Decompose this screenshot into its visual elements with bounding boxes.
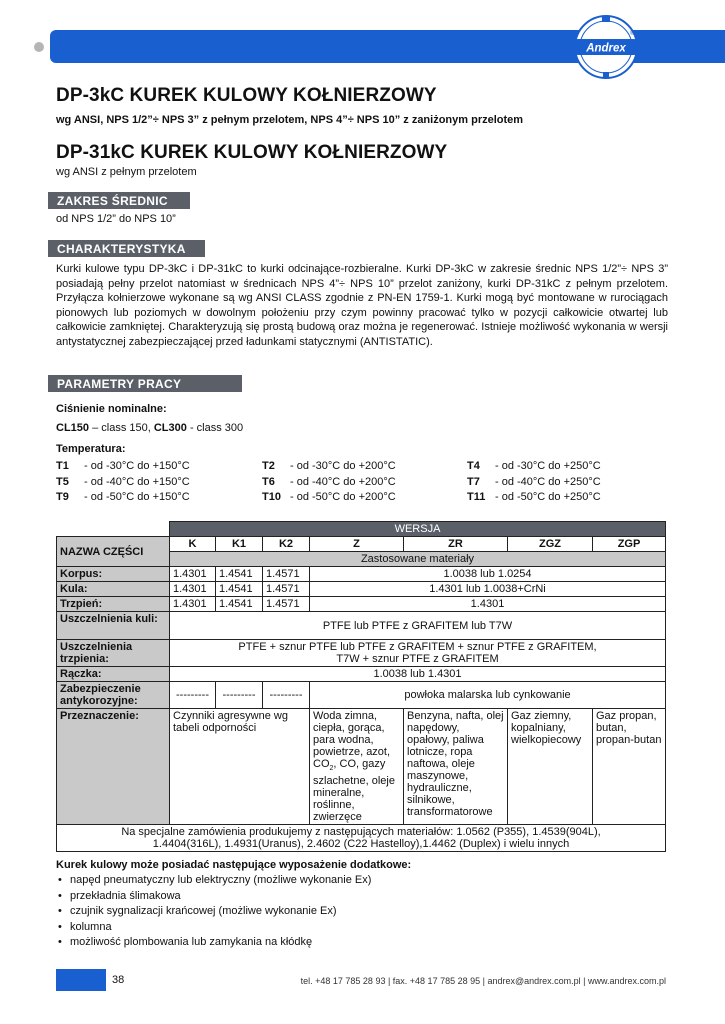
temp-item: T5 - od -40°C do +150°C — [56, 475, 190, 488]
section-range-header: ZAKRES ŚREDNIC — [48, 192, 190, 209]
footer-contact: tel. +48 17 785 28 93 | fax. +48 17 785 28 95 | andrex@andrex.com.pl | www.andrex.com.pl — [300, 976, 666, 986]
table-row: Na specjalne zamówienia produkujemy z następujących materiałów: 1.0562 (P355), 1.4539(904L), 1.4404(316L), 1.4931(Uranus), 2.4602 (C22 Hastelloy),1.4462 (Duplex) i wielu innych — [57, 825, 666, 852]
version-k: K — [170, 537, 216, 552]
temp-item: T6 - od -40°C do +200°C — [262, 475, 396, 488]
accessories-title: Kurek kulowy może posiadać następujące wyposażenie dodatkowe: — [56, 859, 412, 871]
svg-text:Andrex: Andrex — [586, 42, 626, 55]
temp-item: T2 - od -30°C do +200°C — [262, 460, 396, 472]
range-text: od NPS 1/2” do NPS 10” — [56, 213, 176, 225]
version-header: WERSJA — [170, 522, 666, 537]
table-row: Rączka: 1.0038 lub 1.4301 — [57, 667, 666, 682]
temp-item: T10 - od -50°C do +200°C — [262, 491, 396, 503]
accessories-list — [56, 874, 371, 952]
version-zr: ZR — [404, 537, 508, 552]
product-title-2: DP-31kC KUREK KULOWY KOŁNIERZOWY — [56, 142, 448, 163]
temp-item: T11 - od -50°C do +250°C — [467, 491, 601, 503]
product-subtitle-1: wg ANSI, NPS 1/2”÷ NPS 3” z pełnym przelotem, NPS 4”÷ NPS 10” z zaniżonym przelotem — [56, 114, 524, 126]
table-row: Zabezpieczenie antykorozyjne: --------- --------- --------- powłoka malarska lub cynkowanie — [57, 682, 666, 709]
product-subtitle-2: wg ANSI z pełnym przelotem — [56, 166, 197, 178]
list-item: • kolumna — [56, 921, 371, 937]
temp-item: T9 - od -50°C do +150°C — [56, 491, 190, 503]
svg-text:®: ® — [630, 31, 635, 37]
pressure-values: CL150 – class 150, CL300 - class 300 — [56, 422, 244, 434]
footer-bar — [56, 969, 106, 991]
table-row: Uszczelnienia trzpienia: PTFE + sznur PTFE lub PTFE z GRAFITEM + sznur PTFE z GRAFITEM, T7W + sznur PTFE z GRAFITEM — [57, 640, 666, 667]
characteristics-text: Kurki kulowe typu DP-3kC i DP-31kC to kurki odcinające-rozbieralne. Kurki DP-3kC w zakresie średnic NPS 1/2”÷ NPS 3” posiadają pełny przelot natomiast w średnicach NPS 4”÷ NPS 10” przelot zaniżony, kurki DP-31kC z pełnym przelotem. Przyłącza kołnierzowe wykonane są wg ANSI CLASS zgodnie z PN-EN 1759-1. Kurki mogą być montowane w rurociągach pionowych lub poziomych w dowolnym położeniu przy czym powinny pracować tylko w pozycji całkowicie otwartej lub całkowicie zamkniętej. Charakteryzują się prostą budową oraz można je regenerować. Istnieje możliwość wykonania w wersji antystatycznej zabezpieczającej przed ładunkami statycznymi (ANTISTATIC). — [56, 263, 668, 348]
list-item: • czujnik sygnalizacji krańcowej (możliwe wykonanie Ex) — [56, 905, 371, 921]
table-row: Kula: 1.4301 1.4541 1.4571 1.4301 lub 1.0038+CrNi — [57, 582, 666, 597]
version-zgz: ZGZ — [508, 537, 593, 552]
page-number: 38 — [112, 974, 125, 986]
table-row: Korpus: 1.4301 1.4541 1.4571 1.0038 lub 1.0254 — [57, 567, 666, 582]
table-row: Trzpień: 1.4301 1.4541 1.4571 1.4301 — [57, 597, 666, 612]
temp-item: T1 - od -30°C do +150°C — [56, 460, 190, 472]
section-params-header: PARAMETRY PRACY — [48, 375, 242, 392]
temp-item: T4 - od -30°C do +250°C — [467, 460, 601, 472]
andrex-logo — [572, 13, 640, 81]
list-item: • możliwość plombowania lub zamykania na kłódkę — [56, 936, 371, 952]
version-k1: K1 — [216, 537, 263, 552]
table-row: Przeznaczenie: Czynniki agresywne wg tabeli odporności Woda zimna, ciepła, gorąca, para wodna, powietrze, azot, $CO_2$, CO, gazy szlachetne, oleje mineralne, roślinne, zwierzęce Benzyna, nafta, olej napędowy, opałowy, paliwa lotnicze, ropa naftowa, oleje maszynowe, hydrauliczne, silnikowe, transformatorowe Gaz ziemny, kopalniany, wielkopiecowy Gaz propan, butan, propan-butan — [57, 709, 666, 825]
list-item: • napęd pneumatyczny lub elektryczny (możliwe wykonanie Ex) — [56, 874, 371, 890]
version-z: Z — [310, 537, 404, 552]
temp-item: T7 - od -40°C do +250°C — [467, 475, 601, 488]
part-name-header: NAZWA CZĘŚCI — [57, 537, 170, 567]
materials-table — [56, 521, 666, 852]
materials-header: Zastosowane materiały — [170, 552, 666, 567]
pressure-label: Ciśnienie nominalne: — [56, 403, 167, 415]
version-k2: K2 — [263, 537, 310, 552]
product-title-1: DP-3kC KUREK KULOWY KOŁNIERZOWY — [56, 85, 437, 106]
decor-dot — [34, 42, 44, 52]
section-characteristics-header: CHARAKTERYSTYKA — [48, 240, 205, 257]
version-zgp: ZGP — [593, 537, 666, 552]
temperature-grid — [56, 460, 656, 507]
list-item: • przekładnia ślimakowa — [56, 890, 371, 906]
temperature-label: Temperatura: — [56, 443, 126, 455]
table-row: Uszczelnienia kuli: PTFE lub PTFE z GRAFITEM lub T7W — [57, 612, 666, 640]
